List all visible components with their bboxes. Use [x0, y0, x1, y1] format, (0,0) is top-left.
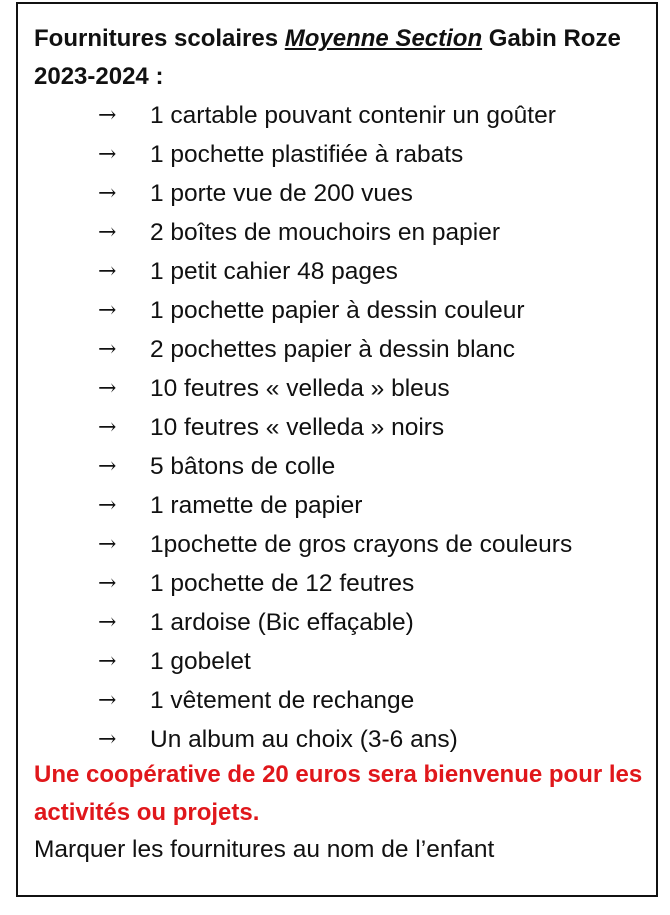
title-class-level: Moyenne Section [284, 25, 483, 52]
document-frame [16, 2, 658, 897]
arrow-right-icon: → [98, 220, 117, 245]
list-item-label: Un album au choix (3-6 ans) [150, 726, 458, 753]
list-item [18, 369, 658, 408]
list-item-label: 1 cartable pouvant contenir un goûter [150, 102, 556, 129]
arrow-right-icon: → [98, 727, 117, 752]
list-item [18, 96, 658, 135]
arrow-right-icon: → [98, 298, 117, 323]
arrow-right-icon: → [98, 610, 117, 635]
list-item [18, 720, 658, 759]
list-item [18, 525, 658, 564]
arrow-right-icon: → [98, 688, 117, 713]
list-item [18, 564, 658, 603]
list-item [18, 213, 658, 252]
list-item [18, 330, 658, 369]
list-item [18, 408, 658, 447]
arrow-right-icon: → [98, 103, 117, 128]
arrow-right-icon: → [98, 337, 117, 362]
arrow-right-icon: → [98, 532, 117, 557]
list-item-label: 1 ardoise (Bic effaçable) [150, 609, 414, 636]
arrow-right-icon: → [98, 454, 117, 479]
list-item [18, 252, 658, 291]
arrow-right-icon: → [98, 181, 117, 206]
list-item-label: 1 pochette papier à dessin couleur [150, 297, 525, 324]
list-item [18, 486, 658, 525]
list-item [18, 681, 658, 720]
list-item-label: 2 pochettes papier à dessin blanc [150, 336, 516, 363]
arrow-right-icon: → [98, 259, 117, 284]
list-item [18, 135, 658, 174]
supply-list [18, 96, 658, 759]
list-item [18, 603, 658, 642]
list-item [18, 174, 658, 213]
list-item-label: 1 petit cahier 48 pages [150, 258, 398, 285]
list-item-label: 5 bâtons de colle [150, 453, 336, 480]
list-item-label: 10 feutres « velleda » noirs [150, 414, 445, 441]
arrow-right-icon: → [98, 142, 117, 167]
arrow-right-icon: → [98, 415, 117, 440]
list-item-label: 1pochette de gros crayons de couleurs [150, 531, 573, 558]
list-item-label: 1 pochette plastifiée à rabats [150, 141, 464, 168]
list-item-label: 1 ramette de papier [150, 492, 363, 519]
list-item [18, 447, 658, 486]
title-prefix: Fournitures scolaires [34, 25, 285, 52]
marking-note: Marquer les fournitures au nom de l’enfant [34, 836, 495, 863]
list-item [18, 291, 658, 330]
arrow-right-icon: → [98, 571, 117, 596]
list-item-label: 2 boîtes de mouchoirs en papier [150, 219, 501, 246]
arrow-right-icon: → [98, 493, 117, 518]
cooperative-note: Une coopérative de 20 euros sera bienvenue pour les activités ou projets. [34, 761, 643, 826]
page-title [34, 20, 644, 96]
list-item-label: 1 porte vue de 200 vues [150, 180, 413, 207]
arrow-right-icon: → [98, 376, 117, 401]
arrow-right-icon: → [98, 649, 117, 674]
list-item-label: 1 gobelet [150, 648, 251, 675]
list-item-label: 1 vêtement de rechange [150, 687, 415, 714]
list-item-label: 10 feutres « velleda » bleus [150, 375, 450, 402]
title-suffix: Gabin Roze 2023-2024 : [34, 25, 621, 90]
list-item-label: 1 pochette de 12 feutres [150, 570, 415, 597]
list-item [18, 642, 658, 681]
